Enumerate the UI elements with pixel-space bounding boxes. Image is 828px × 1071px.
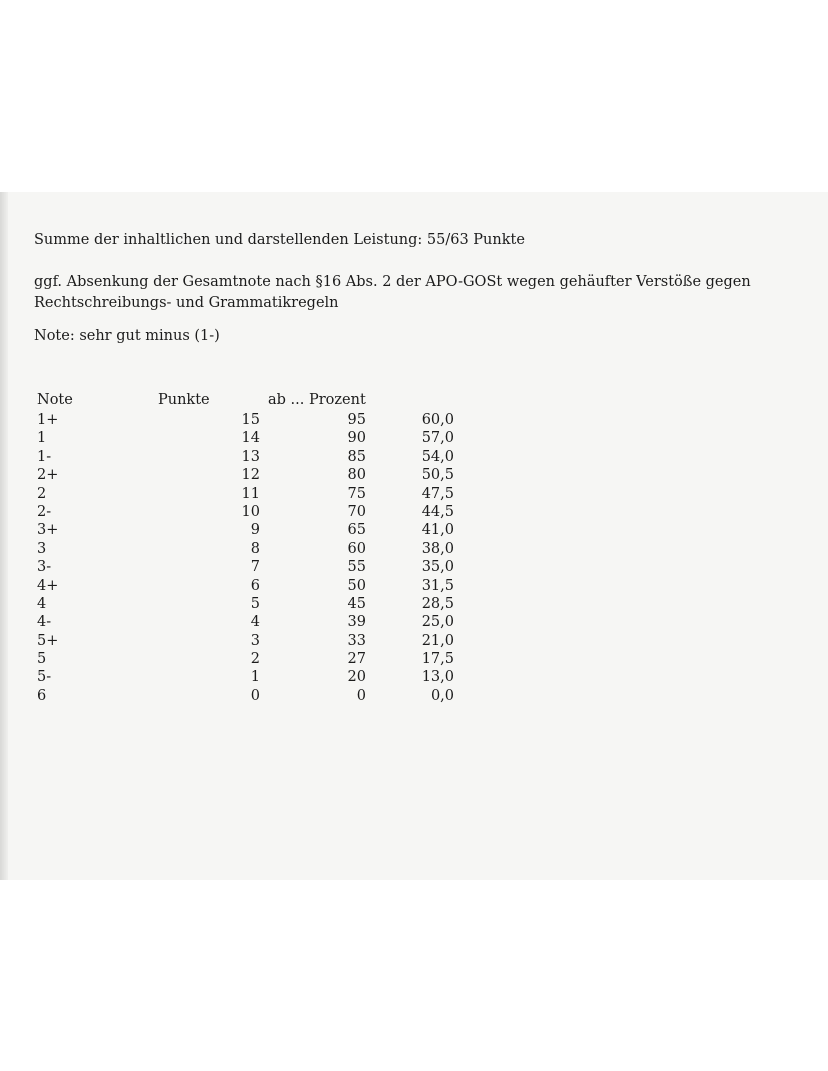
table-row	[0, 578, 828, 596]
points-cell: 6	[250, 577, 260, 594]
score-cell: 54,0	[421, 448, 454, 465]
table-row	[0, 541, 828, 559]
table-row	[0, 467, 828, 485]
table-row	[0, 559, 828, 577]
note-cell: 5-	[37, 669, 52, 686]
percent-cell: 0	[356, 687, 366, 704]
points-cell: 0	[250, 687, 260, 704]
percent-cell: 80	[347, 467, 366, 484]
reduction-note: ggf. Absenkung der Gesamtnote nach §16 Abs. 2 der APO-GOSt wegen gehäufter Verstöße gegen Rechtschreibungs- und Grammatikregeln	[34, 274, 751, 311]
table-row	[0, 596, 828, 614]
score-cell: 50,5	[421, 467, 454, 484]
points-cell: 4	[250, 614, 260, 631]
summary-line: Summe der inhaltlichen und darstellenden Leistung: 55/63 Punkte	[34, 232, 525, 248]
points-cell: 7	[250, 559, 260, 576]
note-cell: 4+	[37, 577, 59, 594]
percent-cell: 60	[347, 540, 366, 557]
table-row	[0, 669, 828, 687]
percent-cell: 75	[347, 485, 366, 502]
points-cell: 14	[241, 430, 260, 447]
final-grade: Note: sehr gut minus (1-)	[34, 328, 220, 344]
table-row	[0, 614, 828, 632]
percent-cell: 90	[347, 430, 366, 447]
table-row	[0, 504, 828, 522]
points-cell: 11	[241, 485, 260, 502]
points-cell: 1	[250, 669, 260, 686]
note-cell: 3-	[37, 559, 52, 576]
table-row	[0, 651, 828, 669]
points-cell: 9	[250, 522, 260, 539]
percent-cell: 20	[347, 669, 366, 686]
points-cell: 13	[241, 448, 260, 465]
table-row	[0, 412, 828, 430]
percent-cell: 55	[347, 559, 366, 576]
note-cell: 3+	[37, 522, 59, 539]
points-cell: 12	[241, 467, 260, 484]
note-cell: 4	[37, 595, 47, 612]
score-cell: 17,5	[421, 651, 454, 668]
percent-cell: 45	[347, 595, 366, 612]
table-row	[0, 449, 828, 467]
note-cell: 2+	[37, 467, 59, 484]
grade-table	[0, 412, 828, 706]
note-cell: 1-	[37, 448, 52, 465]
score-cell: 28,5	[421, 595, 454, 612]
score-cell: 47,5	[421, 485, 454, 502]
score-cell: 13,0	[421, 669, 454, 686]
score-cell: 35,0	[421, 559, 454, 576]
percent-cell: 65	[347, 522, 366, 539]
percent-cell: 95	[347, 412, 366, 428]
table-row	[0, 633, 828, 651]
table-row	[0, 688, 828, 706]
percent-cell: 39	[347, 614, 366, 631]
score-cell: 31,5	[421, 577, 454, 594]
points-cell: 8	[250, 540, 260, 557]
score-cell: 44,5	[421, 503, 454, 520]
note-cell: 2-	[37, 503, 52, 520]
header-percent: ab ... Prozent	[268, 392, 366, 408]
points-cell: 3	[250, 632, 260, 649]
note-cell: 5	[37, 651, 47, 668]
points-cell: 15	[241, 412, 260, 428]
points-cell: 10	[241, 503, 260, 520]
note-cell: 6	[37, 687, 47, 704]
score-cell: 60,0	[421, 412, 454, 428]
note-cell: 2	[37, 485, 47, 502]
score-cell: 21,0	[421, 632, 454, 649]
score-cell: 38,0	[421, 540, 454, 557]
note-cell: 1	[37, 430, 47, 447]
percent-cell: 85	[347, 448, 366, 465]
table-row	[0, 522, 828, 540]
score-cell: 25,0	[421, 614, 454, 631]
percent-cell: 33	[347, 632, 366, 649]
percent-cell: 27	[347, 651, 366, 668]
percent-cell: 70	[347, 503, 366, 520]
points-cell: 5	[250, 595, 260, 612]
score-cell: 41,0	[421, 522, 454, 539]
table-row	[0, 430, 828, 448]
header-note: Note	[37, 392, 73, 408]
note-cell: 1+	[37, 412, 59, 428]
note-cell: 5+	[37, 632, 59, 649]
points-cell: 2	[250, 651, 260, 668]
score-cell: 57,0	[421, 430, 454, 447]
note-cell: 4-	[37, 614, 52, 631]
note-cell: 3	[37, 540, 47, 557]
header-points: Punkte	[158, 392, 210, 408]
score-cell: 0,0	[430, 687, 454, 704]
table-row	[0, 486, 828, 504]
percent-cell: 50	[347, 577, 366, 594]
